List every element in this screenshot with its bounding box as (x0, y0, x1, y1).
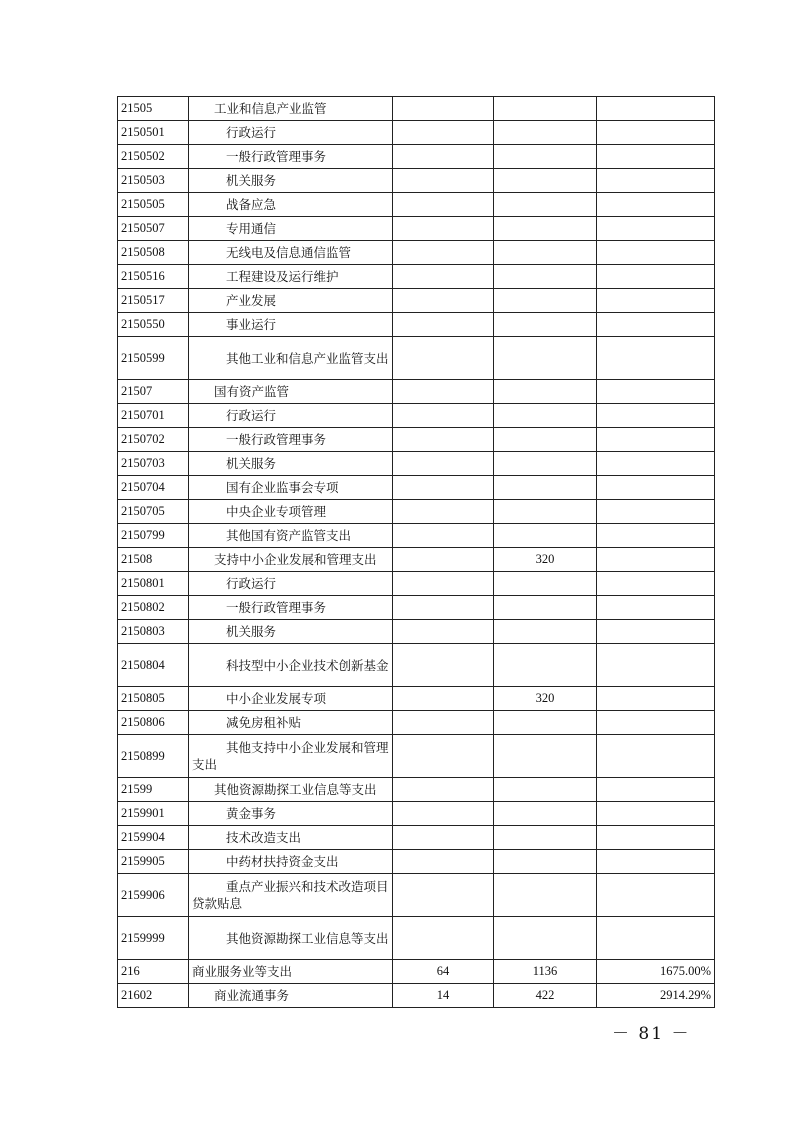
cell-code: 2150801 (118, 572, 189, 596)
cell-value-1 (393, 524, 494, 548)
table-row (118, 644, 715, 687)
cell-value-3 (597, 121, 715, 145)
table-row (118, 826, 715, 850)
cell-value-2 (494, 802, 597, 826)
table-row (118, 97, 715, 121)
table-row (118, 380, 715, 404)
table-row (118, 265, 715, 289)
cell-name: 战备应急 (189, 193, 393, 217)
cell-value-1 (393, 428, 494, 452)
cell-value-1 (393, 476, 494, 500)
cell-name: 一般行政管理事务 (189, 145, 393, 169)
cell-code: 2150705 (118, 500, 189, 524)
cell-name: 中小企业发展专项 (189, 687, 393, 711)
cell-value-2 (494, 380, 597, 404)
cell-value-3 (597, 850, 715, 874)
cell-value-3 (597, 97, 715, 121)
cell-name: 机关服务 (189, 169, 393, 193)
cell-value-3 (597, 289, 715, 313)
cell-value-3 (597, 874, 715, 917)
cell-value-2 (494, 169, 597, 193)
budget-table-body (118, 97, 715, 1008)
cell-code: 2150805 (118, 687, 189, 711)
cell-value-3 (597, 217, 715, 241)
cell-name: 产业发展 (189, 289, 393, 313)
table-row (118, 524, 715, 548)
cell-value-1 (393, 337, 494, 380)
cell-name: 商业服务业等支出 (189, 960, 393, 984)
cell-value-2 (494, 596, 597, 620)
cell-code: 21508 (118, 548, 189, 572)
cell-value-2 (494, 735, 597, 778)
cell-value-2: 320 (494, 687, 597, 711)
cell-value-1 (393, 711, 494, 735)
cell-value-1 (393, 826, 494, 850)
cell-name: 事业运行 (189, 313, 393, 337)
cell-name: 其他国有资产监管支出 (189, 524, 393, 548)
budget-table (117, 96, 715, 1008)
cell-value-3 (597, 778, 715, 802)
cell-code: 2150508 (118, 241, 189, 265)
cell-value-1: 14 (393, 984, 494, 1008)
cell-value-1 (393, 121, 494, 145)
cell-value-3 (597, 548, 715, 572)
cell-value-1: 64 (393, 960, 494, 984)
cell-code: 2150704 (118, 476, 189, 500)
cell-value-2 (494, 145, 597, 169)
cell-value-3 (597, 313, 715, 337)
cell-name: 其他工业和信息产业监管支出 (189, 337, 393, 380)
cell-value-3 (597, 404, 715, 428)
table-row (118, 917, 715, 960)
table-row (118, 500, 715, 524)
cell-code: 2150803 (118, 620, 189, 644)
cell-name: 行政运行 (189, 572, 393, 596)
cell-value-2 (494, 500, 597, 524)
cell-value-2 (494, 644, 597, 687)
table-row (118, 572, 715, 596)
cell-name: 一般行政管理事务 (189, 428, 393, 452)
cell-name: 工业和信息产业监管 (189, 97, 393, 121)
cell-value-1 (393, 380, 494, 404)
cell-name: 其他资源勘探工业信息等支出 (189, 917, 393, 960)
cell-code: 2159905 (118, 850, 189, 874)
cell-value-2 (494, 874, 597, 917)
cell-value-1 (393, 687, 494, 711)
table-row (118, 735, 715, 778)
cell-value-3 (597, 687, 715, 711)
table-row (118, 121, 715, 145)
cell-value-3 (597, 524, 715, 548)
table-row (118, 960, 715, 984)
cell-value-1 (393, 169, 494, 193)
cell-name: 科技型中小企业技术创新基金 (189, 644, 393, 687)
cell-code: 21505 (118, 97, 189, 121)
table-row (118, 476, 715, 500)
cell-value-2 (494, 524, 597, 548)
cell-value-1 (393, 874, 494, 917)
cell-value-3 (597, 145, 715, 169)
cell-value-3 (597, 620, 715, 644)
cell-name: 国有企业监事会专项 (189, 476, 393, 500)
cell-code: 2150501 (118, 121, 189, 145)
cell-value-2 (494, 193, 597, 217)
cell-name: 机关服务 (189, 452, 393, 476)
cell-code: 2150899 (118, 735, 189, 778)
cell-value-2 (494, 121, 597, 145)
table-row (118, 548, 715, 572)
cell-value-2 (494, 476, 597, 500)
cell-code: 2150503 (118, 169, 189, 193)
cell-value-3 (597, 265, 715, 289)
cell-value-2 (494, 97, 597, 121)
cell-value-2 (494, 265, 597, 289)
table-row (118, 428, 715, 452)
cell-code: 2150802 (118, 596, 189, 620)
cell-name: 支持中小企业发展和管理支出 (189, 548, 393, 572)
table-row (118, 596, 715, 620)
table-row (118, 984, 715, 1008)
cell-value-2: 320 (494, 548, 597, 572)
table-row (118, 452, 715, 476)
cell-value-1 (393, 596, 494, 620)
cell-name: 行政运行 (189, 121, 393, 145)
cell-value-3: 1675.00% (597, 960, 715, 984)
cell-value-3 (597, 917, 715, 960)
cell-name: 中药材扶持资金支出 (189, 850, 393, 874)
table-row (118, 217, 715, 241)
cell-value-1 (393, 548, 494, 572)
cell-value-3 (597, 802, 715, 826)
cell-value-1 (393, 500, 494, 524)
cell-value-2 (494, 313, 597, 337)
cell-value-3 (597, 337, 715, 380)
cell-name: 一般行政管理事务 (189, 596, 393, 620)
cell-value-3 (597, 500, 715, 524)
cell-value-1 (393, 802, 494, 826)
cell-code: 2159906 (118, 874, 189, 917)
cell-value-1 (393, 452, 494, 476)
cell-value-2 (494, 217, 597, 241)
cell-value-3 (597, 572, 715, 596)
cell-value-1 (393, 735, 494, 778)
cell-code: 2150701 (118, 404, 189, 428)
table-row (118, 193, 715, 217)
cell-value-1 (393, 850, 494, 874)
table-row (118, 874, 715, 917)
cell-name: 国有资产监管 (189, 380, 393, 404)
cell-value-2 (494, 337, 597, 380)
cell-value-1 (393, 289, 494, 313)
cell-value-2 (494, 452, 597, 476)
cell-value-3 (597, 241, 715, 265)
cell-value-1 (393, 644, 494, 687)
cell-value-3 (597, 428, 715, 452)
cell-code: 2150502 (118, 145, 189, 169)
cell-name: 商业流通事务 (189, 984, 393, 1008)
cell-name: 其他支持中小企业发展和管理支出 (189, 735, 393, 778)
cell-value-1 (393, 145, 494, 169)
cell-value-1 (393, 778, 494, 802)
table-row (118, 241, 715, 265)
page-number: － 81 － (612, 1024, 691, 1044)
cell-value-1 (393, 193, 494, 217)
cell-value-1 (393, 313, 494, 337)
cell-name: 无线电及信息通信监管 (189, 241, 393, 265)
cell-value-1 (393, 620, 494, 644)
cell-value-1 (393, 572, 494, 596)
cell-value-1 (393, 917, 494, 960)
cell-value-2 (494, 428, 597, 452)
cell-value-2 (494, 241, 597, 265)
cell-code: 2150703 (118, 452, 189, 476)
cell-value-2 (494, 850, 597, 874)
table-row (118, 145, 715, 169)
cell-code: 2159999 (118, 917, 189, 960)
cell-value-2: 1136 (494, 960, 597, 984)
cell-code: 2150550 (118, 313, 189, 337)
cell-value-2: 422 (494, 984, 597, 1008)
cell-code: 2150799 (118, 524, 189, 548)
cell-value-3 (597, 452, 715, 476)
cell-code: 2150599 (118, 337, 189, 380)
cell-code: 2150516 (118, 265, 189, 289)
cell-name: 专用通信 (189, 217, 393, 241)
cell-code: 2159904 (118, 826, 189, 850)
cell-value-2 (494, 404, 597, 428)
cell-value-2 (494, 711, 597, 735)
cell-value-3: 2914.29% (597, 984, 715, 1008)
cell-code: 21599 (118, 778, 189, 802)
cell-name: 技术改造支出 (189, 826, 393, 850)
cell-code: 21602 (118, 984, 189, 1008)
cell-code: 2159901 (118, 802, 189, 826)
cell-value-3 (597, 711, 715, 735)
table-row (118, 169, 715, 193)
cell-name: 其他资源勘探工业信息等支出 (189, 778, 393, 802)
cell-code: 2150517 (118, 289, 189, 313)
cell-value-2 (494, 572, 597, 596)
cell-code: 2150806 (118, 711, 189, 735)
cell-value-1 (393, 241, 494, 265)
cell-value-2 (494, 826, 597, 850)
cell-code: 2150804 (118, 644, 189, 687)
cell-value-1 (393, 404, 494, 428)
table-row (118, 337, 715, 380)
cell-value-2 (494, 917, 597, 960)
cell-value-3 (597, 826, 715, 850)
cell-name: 中央企业专项管理 (189, 500, 393, 524)
table-row (118, 313, 715, 337)
cell-name: 行政运行 (189, 404, 393, 428)
cell-value-3 (597, 169, 715, 193)
cell-value-3 (597, 193, 715, 217)
cell-value-3 (597, 380, 715, 404)
table-row (118, 289, 715, 313)
cell-value-3 (597, 596, 715, 620)
cell-value-1 (393, 217, 494, 241)
cell-code: 216 (118, 960, 189, 984)
cell-name: 工程建设及运行维护 (189, 265, 393, 289)
cell-value-3 (597, 644, 715, 687)
table-row (118, 620, 715, 644)
table-row (118, 687, 715, 711)
cell-code: 2150505 (118, 193, 189, 217)
cell-value-2 (494, 289, 597, 313)
cell-value-3 (597, 476, 715, 500)
table-row (118, 850, 715, 874)
cell-code: 21507 (118, 380, 189, 404)
cell-value-3 (597, 735, 715, 778)
cell-value-1 (393, 97, 494, 121)
cell-code: 2150702 (118, 428, 189, 452)
cell-name: 重点产业振兴和技术改造项目贷款贴息 (189, 874, 393, 917)
cell-value-1 (393, 265, 494, 289)
cell-value-2 (494, 778, 597, 802)
cell-name: 机关服务 (189, 620, 393, 644)
table-row (118, 802, 715, 826)
cell-code: 2150507 (118, 217, 189, 241)
cell-name: 减免房租补贴 (189, 711, 393, 735)
cell-value-2 (494, 620, 597, 644)
table-row (118, 404, 715, 428)
table-row (118, 778, 715, 802)
table-row (118, 711, 715, 735)
cell-name: 黄金事务 (189, 802, 393, 826)
